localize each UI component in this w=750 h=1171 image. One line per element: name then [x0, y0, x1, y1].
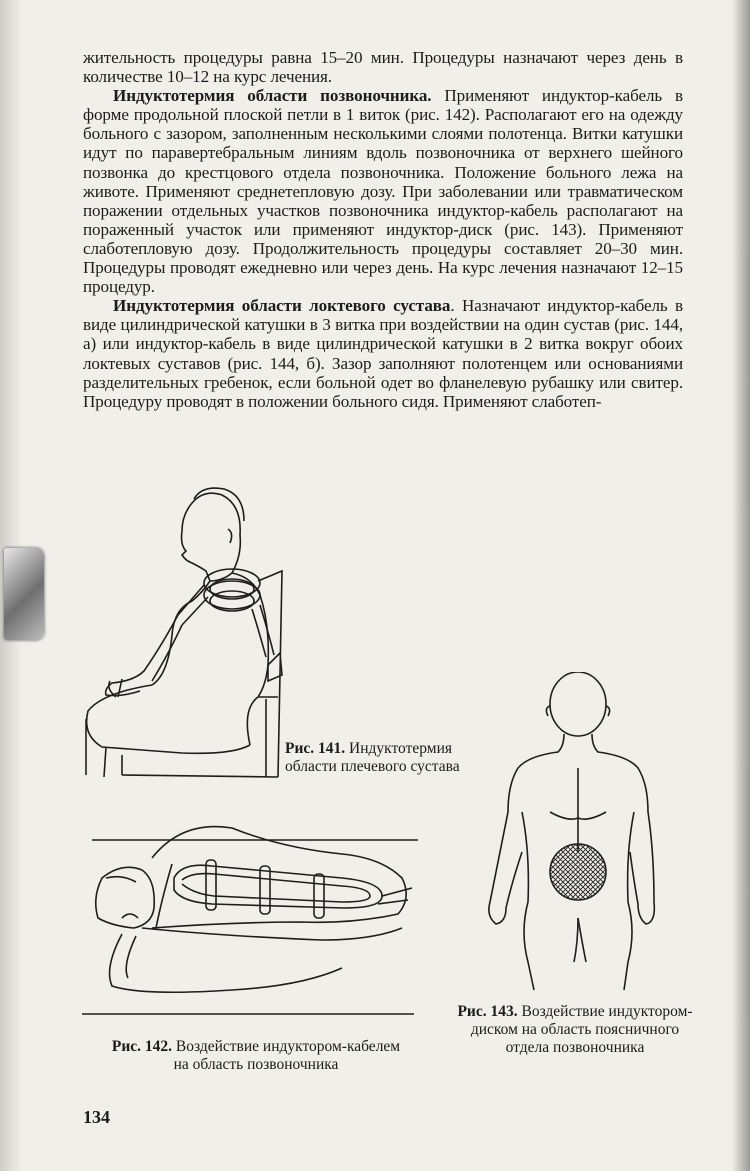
figure-143-illustration	[478, 672, 668, 992]
paragraph-continuation: жительность процедуры равна 15–20 мин. Процедуры назначают через день в количестве 10–12 на курс лечения.	[83, 48, 683, 87]
caption-figure-143	[455, 1003, 695, 1057]
paragraph-elbow-induction	[83, 296, 683, 411]
page-edge-shadow-right	[732, 0, 750, 1171]
paragraph-spine-induction	[83, 86, 683, 296]
caption-figure-142	[106, 1038, 406, 1074]
caption-142-label: Рис. 142.	[111, 1038, 173, 1055]
figure-142-illustration	[82, 818, 422, 1023]
page-number: 134	[83, 1107, 110, 1127]
section-heading-elbow: Индуктотермия области локтевого сустава	[113, 296, 451, 316]
caption-143-text: Воздействие индуктором-диском на область поясничного отдела позвоночника	[470, 1003, 693, 1056]
bookmark-tab	[4, 548, 44, 640]
body-text	[83, 48, 683, 411]
paragraph-elbow-body: . Назначают индуктор-кабель в виде цилиндрической катушки в 3 витка при воздействии на один сустав (рис. 144, а) или индуктор-кабель в виде цилиндрической катушки в 2 витка вокруг обоих локтевых суставов (рис. 144, б). Зазор заполняют полотенцем или основаниями разделительных гребенок, если больной одет во фланелевую рубашку или свитер. Процедуру проводят в положении больного сидя. Применяют слаботеп-	[83, 296, 683, 411]
figure-141-illustration	[82, 485, 287, 790]
paragraph-spine-body: Применяют индуктор-кабель в форме продольной плоской петли в 1 виток (рис. 142). Располагают его на одежду больного с зазором, заполненным несколькими слоями полотенца. Витки катушки идут по паравертебральным линиям вдоль позвоночника от верхнего шейного позвонка до крестцового отдела позвоночника. Положение больного лежа на животе. Применяют среднетепловую дозу. При заболевании или травматическом поражении отдельных участков позвоночника индуктор-кабель располагают на пораженный участок или применяют индуктор-диск (рис. 143). Применяют слаботепловую дозу. Продолжительность процедуры составляет 20–30 мин. Процедуры проводят ежедневно или через день. На курс лечения назначают 12–15 процедур.	[83, 86, 683, 297]
caption-142-text: Воздействие индуктором-кабелем на область позвоночника	[172, 1038, 401, 1073]
caption-figure-141	[285, 740, 500, 776]
caption-141-label: Рис. 141.	[285, 740, 346, 757]
caption-141-text: Индуктотермия области плечевого сустава	[285, 740, 460, 775]
caption-143-label: Рис. 143.	[457, 1003, 518, 1020]
section-heading-spine: Индуктотермия области позвоночника.	[113, 86, 432, 106]
